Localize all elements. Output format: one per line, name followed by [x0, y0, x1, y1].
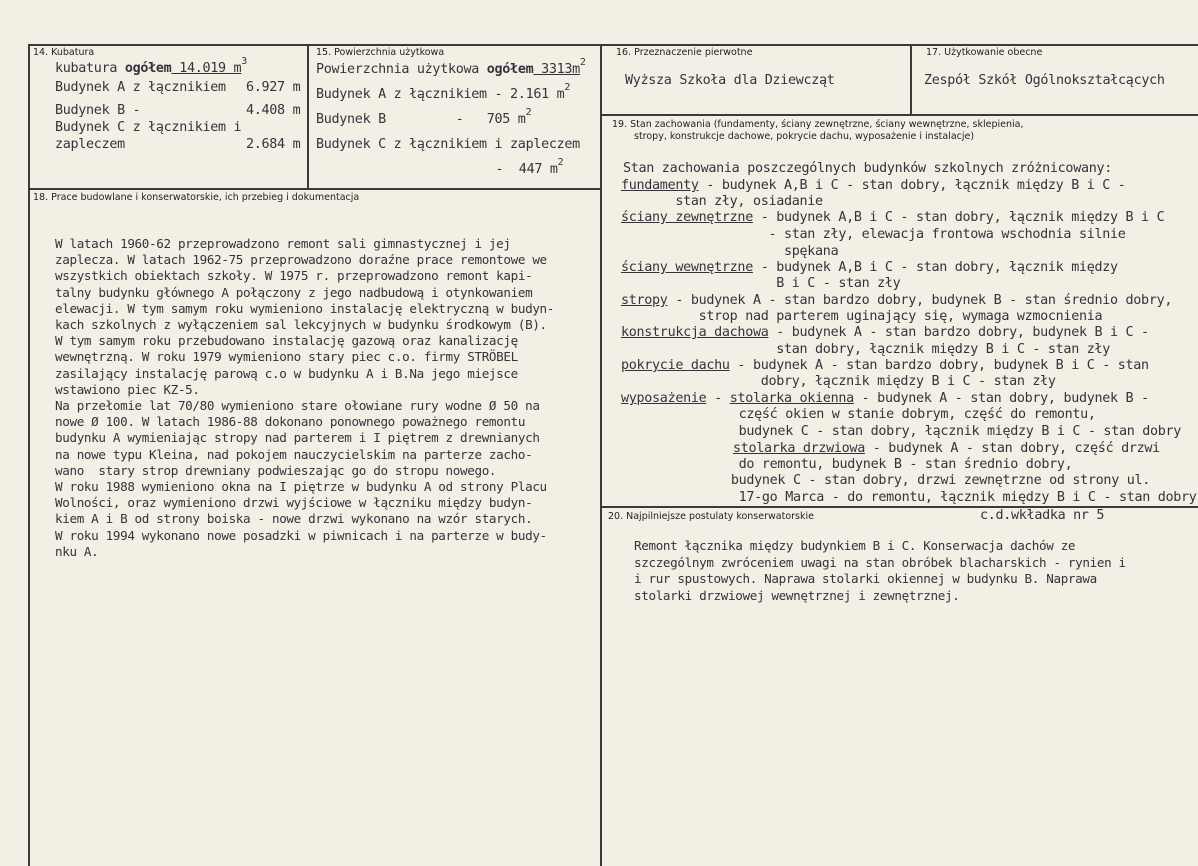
current-use: Zespół Szkół Ogólnokształcących: [924, 73, 1165, 88]
works-line: elewacji. W tym samym roku wymieniono instalację elektryczną w budyn-: [55, 300, 555, 316]
section-14-label: 14. Kubatura: [33, 47, 95, 58]
condition-sciany-zewnetrzne: ściany zewnętrzne - budynek A,B i C - stan dobry, łącznik między B i C: [621, 210, 1165, 225]
works-line: W roku 1988 wymieniono okna na I piętrze w budynku A od strony Placu: [55, 479, 547, 494]
works-line: zaplecza. W latach 1962-75 przeprowadzono doraźne prace remontowe we: [55, 252, 547, 268]
works-line: na nowe typu Kleina, nad pokojem nauczycielskim na parterze zacho-: [55, 446, 533, 462]
section-17-label: 17. Użytkowanie obecne: [926, 47, 1043, 58]
kubatura-building-b: Budynek B -: [55, 103, 141, 118]
condition-pokrycie-dachu-2: dobry, łącznik między B i C - stan zły: [621, 374, 1056, 389]
condition-stolarka-drzwiowa: stolarka drzwiowa - budynek A - stan dobry, część drzwi: [733, 441, 1160, 456]
condition-sciany-zewnetrzne-3: spękana: [621, 244, 839, 259]
works-line: kiem A i B od strony boiska - nowe drzwi wykonano na wzór starych.: [55, 511, 533, 527]
main-vertical-divider: [600, 44, 602, 866]
works-line: wstawiono piec KZ-5.: [55, 381, 200, 397]
condition-stropy: stropy - budynek A - stan bardzo dobry, budynek B - stan średnio dobry,: [621, 293, 1173, 308]
condition-wyposazenie-3: budynek C - stan dobry, łącznik między B i C - stan dobry: [661, 424, 1182, 439]
condition-konstrukcja-dachowa-2: stan dobry, łącznik między B i C - stan zły: [621, 342, 1110, 357]
works-line: Wolności, oraz wymieniono drzwi wyjściowe w łączniku między budyn-: [55, 495, 533, 511]
kubatura-total: kubatura ogółem 14.019 $m^3$: [55, 56, 248, 76]
condition-sciany-wewnetrzne: ściany wewnętrzne - budynek A,B i C - stan dobry, łącznik między: [621, 260, 1118, 275]
works-line: Na przełomie lat 70/80 wymieniono stare ołowiane rury wodne Ø 50 na: [55, 398, 540, 413]
divider-16-17: [910, 44, 912, 114]
kubatura-building-c-value: 2.684 m: [246, 137, 301, 152]
works-line: budynku A wymieniając stropy nad parterem i I piętrem z drewnianych: [55, 430, 540, 446]
section-19-label: 19. Stan zachowania (fundamenty, ściany zewnętrzne, ściany wewnętrzne, sklepienia,: [612, 119, 1024, 130]
condition-konstrukcja-dachowa: konstrukcja dachowa - budynek A - stan bardzo dobry, budynek B i C -: [621, 325, 1149, 340]
section-16-label: 16. Przeznaczenie pierwotne: [616, 47, 753, 58]
condition-stolarka-drzwiowa-4: 17-go Marca - do remontu, łącznik między B i C - stan dobry: [661, 490, 1197, 505]
condition-wyposazenie-2: część okien w stanie dobrym, część do remontu,: [661, 407, 1096, 422]
kubatura-building-a: Budynek A z łącznikiem: [55, 80, 226, 95]
section-20-label: 20. Najpilniejsze postulaty konserwatorskie: [608, 511, 814, 522]
condition-fundamenty: fundamenty - budynek A,B i C - stan dobry, łącznik między B i C -: [621, 178, 1126, 193]
original-purpose: Wyższa Szkoła dla Dziewcząt: [625, 73, 835, 88]
postulate-line: i rur spustowych. Naprawa stolarki okiennej w budynku B. Naprawa: [634, 571, 1097, 586]
works-line: wano stary strop drewniany podwieszając go do stropu nowego.: [55, 462, 497, 478]
works-line: W roku 1994 wykonano nowe posadzki w piwnicach i na parterze w budy-: [55, 527, 547, 543]
postulate-line: stolarki drzwiowej wewnętrznej i zewnętrznej.: [634, 587, 960, 603]
powierzchnia-building-c-value: - 447 $m^2$: [480, 157, 564, 177]
kubatura-building-c-2: zapleczem: [55, 137, 125, 152]
hline-19-20: [600, 506, 1198, 508]
condition-wyposazenie: wyposażenie - stolarka okienna - budynek A - stan dobry, budynek B -: [621, 391, 1149, 406]
works-line: talny budynku głównego A połączony z jego nadbudową i otynkowaniem: [55, 284, 533, 300]
powierzchnia-building-a: Budynek A z łącznikiem - 2.161 $m^2$: [316, 82, 571, 102]
section-19-label-2: stropy, konstrukcje dachowe, pokrycie dachu, wyposażenie i instalacje): [634, 131, 975, 142]
section-15-label: 15. Powierzchnia użytkowa: [316, 47, 445, 58]
kubatura-building-a-value: 6.927 m: [246, 80, 301, 95]
condition-sciany-wewnetrzne-2: B i C - stan zły: [621, 276, 901, 291]
postulate-line: Remont łącznika między budynkiem B i C. Konserwacja dachów ze: [634, 538, 1076, 553]
works-line: kach szkolnych z wyłączeniem sal lekcyjnych w budynku środkowym (B).: [55, 317, 547, 332]
works-line: wewnętrzną. W roku 1979 wymieniono stary piec c.o. firmy STRÖBEL: [55, 349, 518, 365]
condition-stolarka-drzwiowa-3: budynek C - stan dobry, drzwi zewnętrzne od strony ul.: [661, 473, 1150, 488]
powierzchnia-building-b: Budynek B - 705 $m^2$: [316, 107, 532, 127]
condition-intro: Stan zachowania poszczególnych budynków szkolnych zróżnicowany:: [623, 161, 1112, 176]
works-line: W latach 1960-62 przeprowadzono remont sali gimnastycznej i jej: [55, 236, 511, 251]
hline-16-19: [600, 114, 1198, 116]
condition-stropy-2: strop nad parterem uginający się, wymaga wzmocnienia: [621, 309, 1103, 324]
powierzchnia-building-c: Budynek C z łącznikiem i zapleczem: [316, 137, 580, 152]
divider-14-15: [307, 44, 309, 188]
continuation-note: c.d.wkładka nr 5: [980, 508, 1105, 523]
kubatura-building-b-value: 4.408 m: [246, 103, 301, 118]
works-line: wszystkich obiektach szkoły. W 1975 r. przeprowadzono remont kapi-: [55, 268, 533, 284]
kubatura-building-c: Budynek C z łącznikiem i: [55, 120, 242, 135]
condition-stolarka-drzwiowa-2: do remontu, budynek B - stan średnio dobry,: [661, 457, 1073, 472]
top-border: [28, 44, 1198, 46]
postulate-line: szczególnym zwróceniem uwagi na stan obróbek blacharskich - rynien i: [634, 554, 1126, 570]
works-line: nku A.: [55, 543, 99, 559]
hline-15-18: [28, 188, 600, 190]
works-line: W tym samym roku przebudowano instalację gazową oraz kanalizację: [55, 333, 518, 349]
condition-sciany-zewnetrzne-2: - stan zły, elewacja frontowa wschodnia silnie: [621, 227, 1126, 242]
section-18-label: 18. Prace budowlane i konserwatorskie, ich przebieg i dokumentacja: [33, 192, 360, 203]
condition-pokrycie-dachu: pokrycie dachu - budynek A - stan bardzo dobry, budynek B i C - stan: [621, 358, 1149, 373]
left-border: [28, 44, 30, 866]
works-line: zasilający instalację parową c.o w budynku A i B.Na jego miejsce: [55, 365, 518, 381]
works-line: nowe Ø 100. W latach 1986-88 dokonano ponownego poważnego remontu: [55, 414, 526, 430]
powierzchnia-total: Powierzchnia użytkowa ogółem $3313m^2$: [316, 57, 586, 77]
condition-fundamenty-2: stan zły, osiadanie: [621, 194, 823, 209]
